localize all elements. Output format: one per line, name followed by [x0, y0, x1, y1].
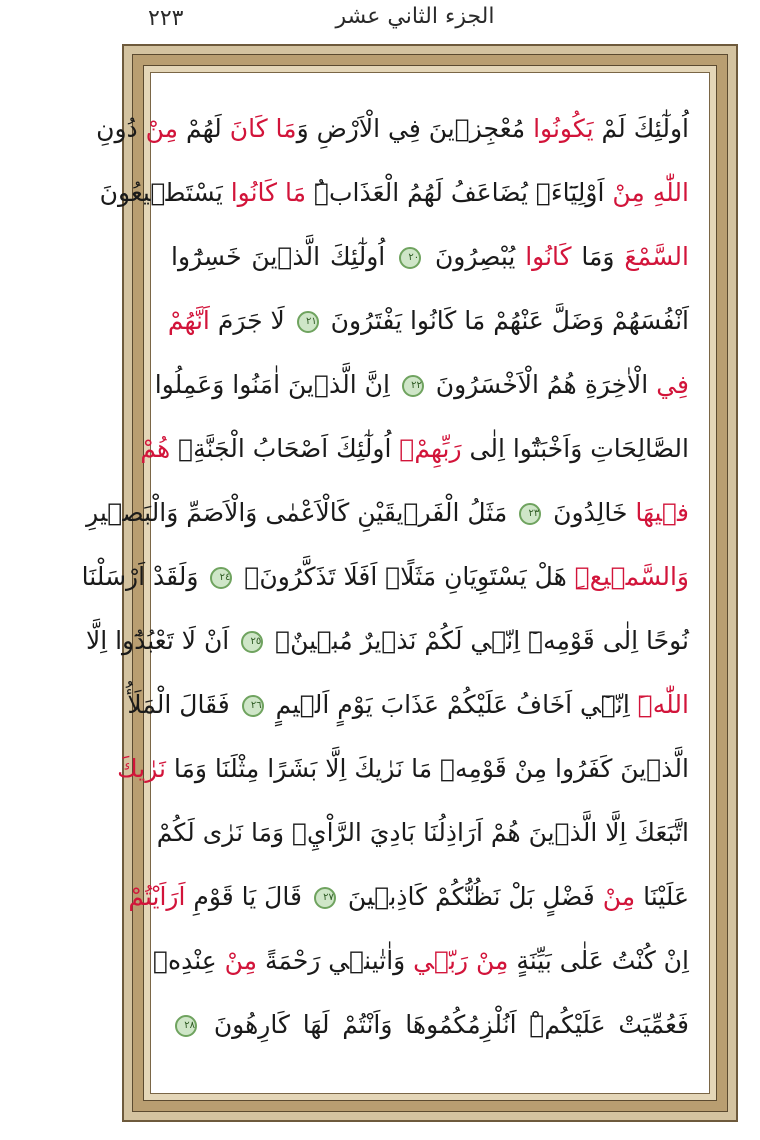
verse-text: اَوْلِيَٓاءَۢ يُضَاعَفُ لَهُمُ الْعَذَابُۜ [306, 178, 613, 207]
highlighted-text: مِنْ [224, 946, 258, 975]
highlighted-text: كَانُوا [525, 242, 572, 271]
ayah-number-marker: ٢٥ [241, 631, 263, 653]
highlighted-text: مِنْ رَبّ۪ي [413, 946, 509, 975]
verse-text: اُولٰٓئِكَ الَّذ۪ينَ خَسِرُٓوا [171, 242, 396, 271]
verse-line [128, 865, 689, 929]
verse-text: دُونِ [96, 114, 146, 143]
highlighted-text: اَنَّهُمْ [167, 306, 210, 335]
highlighted-text: مَا كَانُوا [230, 178, 307, 207]
ayah-number-marker: ٢٦ [242, 695, 264, 717]
page-header [0, 4, 760, 44]
verse-line [127, 673, 689, 737]
verse-text: لَهُمْ [178, 114, 230, 143]
verse-text: اِنَّ الَّذ۪ينَ اٰمَنُوا وَعَمِلُوا [154, 370, 398, 399]
verse-line [156, 801, 689, 865]
highlighted-text: اللّٰهَۜ [637, 690, 689, 719]
verse-line [167, 289, 689, 353]
verse-text: الصَّالِحَاتِ وَاَخْبَتُٓوا اِلٰى [461, 434, 689, 463]
verse-text: الَّذ۪ينَ كَفَرُوا مِنْ قَوْمِه۪ مَا نَرٰيكَ اِلَّا بَشَرًا مِثْلَنَا وَمَا [165, 754, 689, 783]
verse-text: وَمَا [571, 242, 625, 271]
verse-line [117, 737, 689, 801]
verse-text: وَاٰتٰين۪ي رَحْمَةً [257, 946, 414, 975]
verse-text: مَثَلُ الْفَر۪يقَيْنِ كَالْاَعْمٰى وَالْاَصَمِّ وَالْبَص۪يرِ [86, 498, 516, 527]
verse-text: يَسْتَط۪يعُونَ [99, 178, 231, 207]
highlighted-text: اللّٰهِ مِنْ [612, 178, 689, 207]
verse-text: اتَّبَعَكَ اِلَّا الَّذ۪ينَ هُمْ اَرَاذِلُنَا بَادِيَ الرَّاْيِۚ وَمَا نَرٰى لَكُمْ [156, 818, 689, 847]
verse-text: نُوحًا اِلٰى قَوْمِه۪ٓ اِنّ۪ي لَكُمْ نَذ۪يرٌ مُب۪ينٌۙ [267, 626, 689, 655]
verse-line [140, 417, 689, 481]
verse-text: وَلَقَدْ اَرْسَلْنَا [81, 562, 207, 591]
verse-line [171, 225, 689, 289]
verse-line [99, 161, 689, 225]
text-panel [81, 72, 710, 1094]
verse-text: عَلَيْنَا [635, 882, 689, 911]
verse-text: هَلْ يَسْتَوِيَانِ مَثَلًاۜ اَفَلَا تَذَكَّرُونَ۟ [236, 562, 575, 591]
verse-text: اُولٰٓئِكَ لَمْ [593, 114, 689, 143]
highlighted-text: هُمْ [140, 434, 171, 463]
verse-line [81, 545, 689, 609]
verse-text: فَعُمِّيَتْ عَلَيْكُمْۜ اَنُلْزِمُكُمُوهَا وَاَنْتُمْ لَهَا كَارِهُونَ [201, 1010, 689, 1039]
verse-text: فَضْلٍ بَلْ نَظُنُّكُمْ كَاذِب۪ينَ [339, 882, 603, 911]
highlighted-text: فِي [656, 370, 689, 399]
verse-line [171, 993, 689, 1057]
ayah-number-marker: ٢٧ [314, 887, 336, 909]
highlighted-text: يَكُونُوا [533, 114, 594, 143]
verse-text: قَالَ يَا قَوْمِ [185, 882, 310, 911]
verse-text: خَالِدُونَ [545, 498, 636, 527]
highlighted-text: رَبِّهِمْۙ [399, 434, 462, 463]
verse-line [86, 481, 689, 545]
verse-lines [81, 97, 689, 1077]
ayah-number-marker: ٢٣ [519, 503, 541, 525]
verse-text: لَا جَرَمَ [209, 306, 293, 335]
verse-line [85, 609, 689, 673]
page-frame [81, 44, 738, 1122]
highlighted-text: مِنْ [145, 114, 179, 143]
verse-text: اُولٰٓئِكَ اَصْحَابُ الْجَنَّةِۚ [170, 434, 400, 463]
highlighted-text: اَرَاَيْتُمْ [128, 882, 186, 911]
verse-text: مُعْجِز۪ينَ فِي الْاَرْضِ وَ [296, 114, 534, 143]
verse-line [152, 929, 689, 993]
highlighted-text: نَرٰيكَ [117, 754, 166, 783]
ayah-number-marker: ٢٤ [210, 567, 232, 589]
ayah-number-marker: ٢٠ [399, 247, 421, 269]
verse-text: عِنْدِه۪ [152, 946, 225, 975]
highlighted-text: السَّمْعَ [624, 242, 689, 271]
highlighted-text: وَالسَّم۪يعِۜ [574, 562, 689, 591]
verse-text: اَنْفُسَهُمْ وَضَلَّ عَنْهُمْ مَا كَانُوا يَفْتَرُونَ [322, 306, 689, 335]
verse-text: الْاٰخِرَةِ هُمُ الْاَخْسَرُونَ [427, 370, 657, 399]
juz-title: الجزء الثاني عشر [335, 4, 495, 29]
verse-line [96, 97, 689, 161]
verse-text: اِنْ كُنْتُ عَلٰى بَيِّنَةٍ [508, 946, 689, 975]
highlighted-text: مِنْ [602, 882, 636, 911]
verse-text: اِنّ۪ٓي اَخَافُ عَلَيْكُمْ عَذَابَ يَوْمٍ اَل۪يمٍ [267, 690, 638, 719]
highlighted-text: ف۪يهَا [635, 498, 689, 527]
ayah-number-marker: ٢٢ [402, 375, 424, 397]
verse-text: فَقَالَ الْمَلَأُ [127, 690, 238, 719]
ayah-number-marker: ٢١ [297, 311, 319, 333]
verse-line [154, 353, 689, 417]
highlighted-text: مَا كَانَ [229, 114, 297, 143]
page-number: ٢٢٣ [148, 6, 184, 31]
verse-text: يُبْصِرُونَ [425, 242, 526, 271]
ayah-number-marker: ٢٨ [175, 1015, 197, 1037]
verse-text: اَنْ لَا تَعْبُدُٓوا اِلَّا [85, 626, 238, 655]
